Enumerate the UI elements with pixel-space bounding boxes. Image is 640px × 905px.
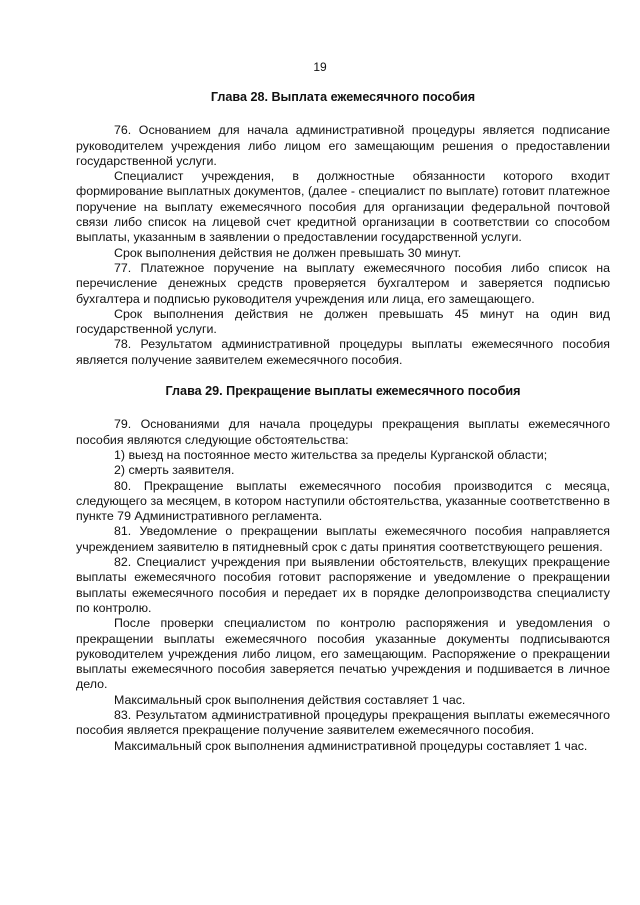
paragraph-79-item-2: 2) смерть заявителя. (114, 463, 235, 478)
paragraph-78: 78. Результатом административной процедуры выплаты ежемесячного пособия является получение заявителем ежемесячного пособия. (76, 337, 610, 367)
paragraph-deadline-1h: Максимальный срок выполнения действия составляет 1 час. (114, 692, 466, 707)
paragraph-80: 80. Прекращение выплаты ежемесячного пособия производится с месяца, следующего за месяцем, в котором наступили обстоятельства, указанные соответственно в пункте 79 Административного регламента. (76, 478, 610, 524)
paragraph-specialist-payment: Специалист учреждения, в должностные обязанности которого входит формирование выплатных документов, (далее - специалист по выплате) готовит платежное поручение на выплату ежемесячного пособия для организации федеральной почтовой связи либо список на лицевой счет кредитной организации в соответствии со способом выплаты, указанным в заявлении о предоставлении государственной услуги. (76, 169, 610, 245)
paragraph-deadline-30min: Срок выполнения действия не должен превышать 30 минут. (114, 245, 462, 260)
paragraph-deadline-45min: Срок выполнения действия не должен превышать 45 минут на один вид государственной услуги. (76, 306, 610, 337)
chapter-28-heading: Глава 28. Выплата ежемесячного пособия (210, 90, 476, 104)
paragraph-77: 77. Платежное поручение на выплату ежемесячного пособия либо список на перечисление денежных средств проверяется бухгалтером и заверяется подписью бухгалтера и подписью руководителя учреждения или лица, его замещающего. (76, 260, 610, 306)
paragraph-82: 82. Специалист учреждения при выявлении обстоятельств, влекущих прекращение выплаты ежемесячного пособия готовит распоряжение и уведомление о прекращении выплаты ежемесячного пособия и передает их в порядке делопроизводства специалисту по контролю. (76, 555, 610, 615)
paragraph-procedure-deadline: Максимальный срок выполнения административной процедуры составляет 1 час. (114, 738, 588, 753)
paragraph-83: 83. Результатом административной процедуры прекращения выплаты ежемесячного пособия является прекращение получение заявителем ежемесячного пособия. (76, 707, 610, 738)
paragraph-76: 76. Основанием для начала административной процедуры является подписание руководителем учреждения либо лицом его замещающим решения о предоставлении государственной услуги. (76, 123, 610, 168)
paragraph-79: 79. Основаниями для начала процедуры прекращения выплаты ежемесячного пособия являются следующие обстоятельства: (76, 417, 610, 447)
paragraph-81: 81. Уведомление о прекращении выплаты ежемесячного пособия направляется учреждением заявителю в пятидневный срок с даты принятия соответствующего решения. (76, 524, 610, 554)
document-body (76, 90, 610, 754)
chapter-29-heading: Глава 29. Прекращение выплаты ежемесячного пособия (165, 384, 521, 399)
paragraph-79-item-1: 1) выезд на постоянное место жительства за пределы Курганской области; (114, 447, 548, 462)
page-number: 19 (313, 60, 327, 74)
paragraph-control-check: После проверки специалистом по контролю распоряжения и уведомления о прекращении выплаты ежемесячного пособия указанные документы подписываются руководителем учреждения либо лицом, его замещающим. Распоряжение о прекращении выплаты ежемесячного пособия заверяется печатью учреждения и подшивается в личное дело. (76, 616, 610, 692)
